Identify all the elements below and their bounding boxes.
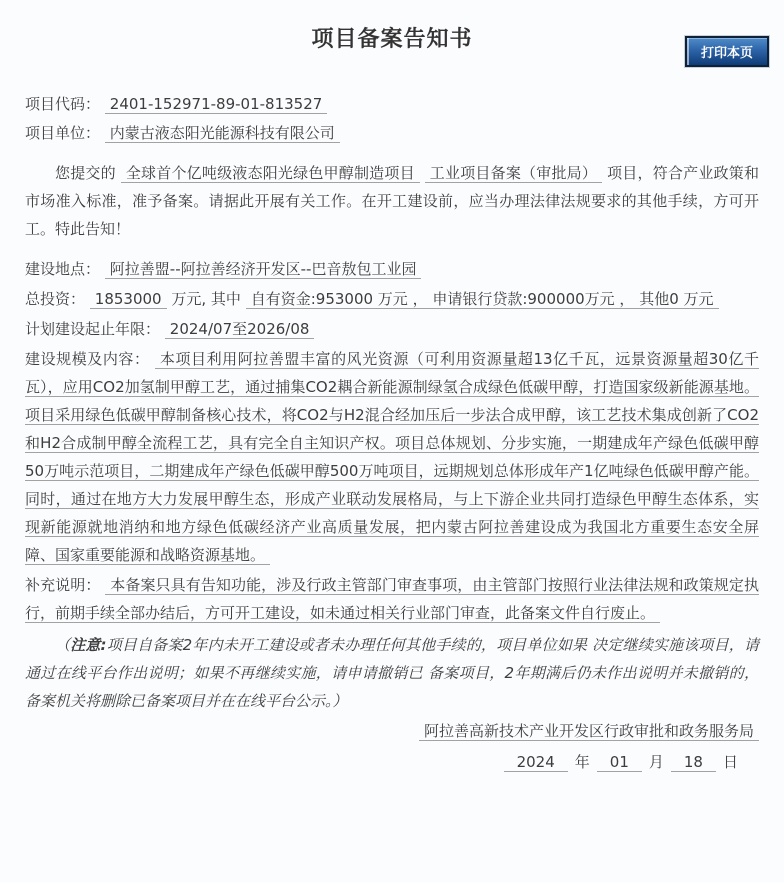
project-code-value: 2401-152971-89-01-813527 <box>105 95 328 114</box>
field-project-unit <box>25 119 759 147</box>
note-text: 项目自备案2年内未开工建设或者未办理任何其他手续的，项目单位如果 决定继续实施该项目，请通过在线平台作出说明；如果不再继续实施，请申请撤销已 备案项目，2年期满后仍未作出说明并未撤销的，备案机关将删除已备案项目并在在线平台公示。） <box>25 636 759 710</box>
field-scale <box>25 345 759 569</box>
supplement-value: 本备案只具有告知功能，涉及行政主管部门审查事项，由主管部门按照行业法律法规和政策规定执行，前期手续全部办结后，方可开工建设，如未通过相关行业部门审查，此备案文件自行废止。 <box>25 576 759 622</box>
date-day-label: 日 <box>722 753 738 771</box>
supplement-label: 补充说明： <box>25 576 101 594</box>
project-code-label: 项目代码： <box>25 95 101 113</box>
intro-suffix: 项目，符合产业政策和市场准入标准，准予备案。请据此开展有关工作。在开工建设前，应当办理法律法规要求的其他手续，方可开工。特此告知！ <box>25 164 759 238</box>
investment-detail-value: 自有资金:953000 万元 ， 申请银行贷款:900000万元 ， 其他0 万元 <box>246 290 719 309</box>
field-location <box>25 255 759 283</box>
scale-label: 建设规模及内容： <box>25 350 150 368</box>
field-period <box>25 315 759 343</box>
page-title: 项目备案告知书 <box>311 27 473 52</box>
note-open-bracket: （ <box>55 636 71 654</box>
location-value: 阿拉善盟--阿拉善经济开发区--巴音敖包工业园 <box>105 260 422 279</box>
field-project-code <box>25 90 759 118</box>
footer-date <box>25 748 759 776</box>
date-year-label: 年 <box>574 753 590 771</box>
date-year: 2024 <box>504 753 568 772</box>
date-day: 18 <box>671 753 716 772</box>
footer-agency <box>25 717 759 745</box>
investment-total-value: 1853000 <box>90 290 167 309</box>
agency-name: 阿拉善高新技术产业开发区行政审批和政务服务局 <box>419 722 759 741</box>
note-paragraph <box>25 631 759 715</box>
date-month-label: 月 <box>648 753 664 771</box>
location-label: 建设地点： <box>25 260 101 278</box>
notice-document <box>0 26 784 776</box>
date-month: 01 <box>597 753 642 772</box>
print-page-button[interactable]: 打印本页 <box>685 36 769 67</box>
note-emphasis: 注意: <box>70 636 107 654</box>
project-name-value: 全球首个亿吨级液态阳光绿色甲醇制造项目 <box>121 164 420 183</box>
intro-prefix: 您提交的 <box>55 164 116 182</box>
period-value: 2024/07至2026/08 <box>165 320 315 339</box>
investment-unit-text: 万元, 其中 <box>171 290 241 308</box>
project-unit-label: 项目单位： <box>25 124 101 142</box>
project-unit-value: 内蒙古液态阳光能源科技有限公司 <box>105 124 340 143</box>
field-supplement <box>25 571 759 627</box>
filing-type-value: 工业项目备案（审批局） <box>425 164 602 183</box>
scale-value: 本项目利用阿拉善盟丰富的风光资源（可利用资源量超13亿千瓦，远景资源量超30亿千瓦），应用CO2加氢制甲醇工艺，通过捕集CO2耦合新能源制绿氢合成绿色低碳甲醇，打造国家级新能源基地。项目采用绿色低碳甲醇制备核心技术，将CO2与H2混合经加压后一步法合成甲醇，该工艺技术集成创新了CO2和H2合成制甲醇全流程工艺，具有完全自主知识产权。项目总体规划、分步实施，一期建成年产绿色低碳甲醇50万吨示范项目，二期建成年产绿色低碳甲醇500万吨项目，远期规划总体形成年产1亿吨绿色低碳甲醇产能。同时，通过在地方大力发展甲醇生态，形成产业联动发展格局，与上下游企业共同打造绿色甲醇生态体系，实现新能源就地消纳和地方绿色低碳经济产业高质量发展，把内蒙古阿拉善建设成为我国北方重要生态安全屏障、国家重要能源和战略资源基地。 <box>25 350 759 564</box>
field-investment <box>25 285 759 313</box>
intro-paragraph <box>25 159 759 243</box>
period-label: 计划建设起止年限： <box>25 320 161 338</box>
investment-label: 总投资： <box>25 290 86 308</box>
